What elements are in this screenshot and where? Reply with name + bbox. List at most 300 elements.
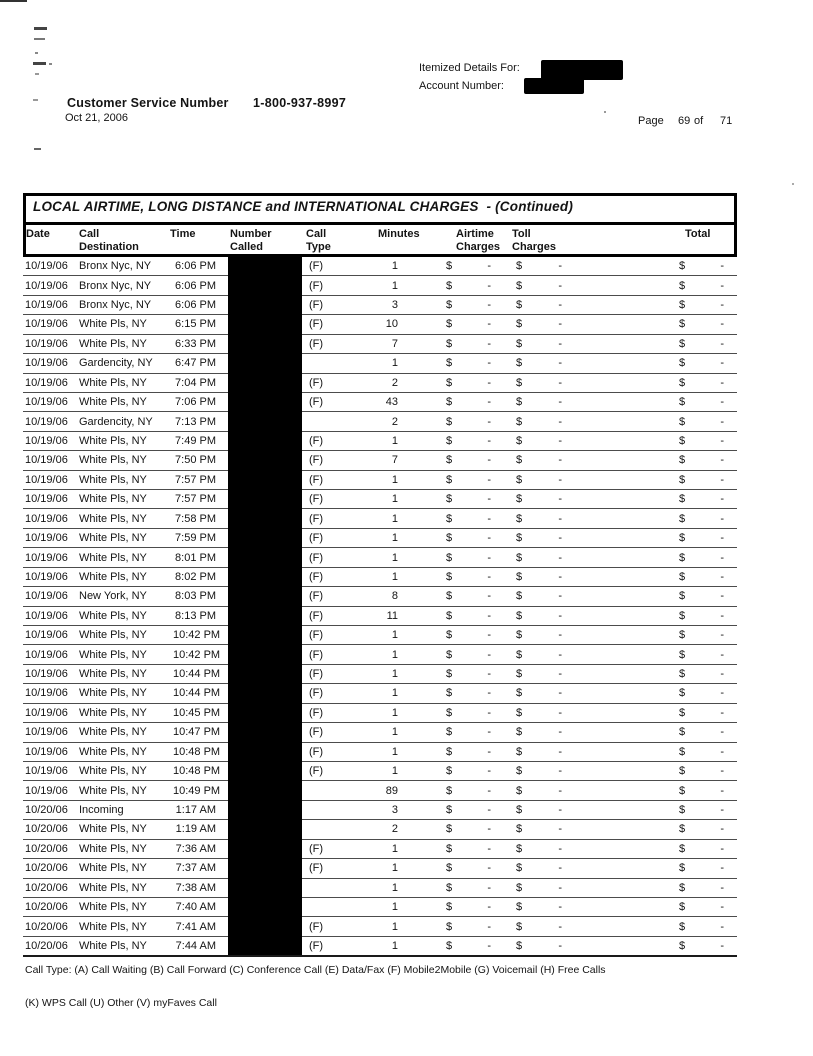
toll-charges-cell bbox=[512, 940, 565, 952]
currency-symbol: $ bbox=[446, 454, 453, 467]
amount-value: - bbox=[558, 454, 562, 467]
call-destination-cell: White Pls, NY bbox=[79, 784, 147, 797]
column-header: Time bbox=[170, 228, 196, 240]
call-date-cell: 10/19/06 bbox=[25, 376, 68, 389]
call-destination-cell: Incoming bbox=[79, 804, 124, 817]
title-separator-rule bbox=[25, 222, 735, 225]
call-row bbox=[23, 898, 737, 917]
currency-symbol: $ bbox=[516, 357, 523, 370]
minutes-cell: 2 bbox=[391, 823, 398, 836]
amount-value: - bbox=[720, 376, 724, 389]
call-destination-cell: White Pls, NY bbox=[79, 939, 147, 952]
call-row bbox=[23, 704, 737, 723]
amount-value: - bbox=[720, 726, 724, 739]
call-time-cell: 10:48 PM bbox=[173, 765, 221, 778]
call-date-cell: 10/19/06 bbox=[25, 415, 68, 428]
call-time-cell: 6:06 PM bbox=[175, 260, 216, 273]
amount-value: - bbox=[487, 668, 491, 681]
call-type-cell: (F) bbox=[309, 939, 324, 952]
amount-value: - bbox=[558, 357, 562, 370]
call-row bbox=[23, 374, 737, 393]
minutes-cell: 1 bbox=[391, 726, 398, 739]
call-time-cell: 6:47 PM bbox=[175, 357, 216, 370]
currency-symbol: $ bbox=[679, 299, 686, 312]
column-header: Toll Charges bbox=[512, 228, 557, 253]
amount-value: - bbox=[720, 396, 724, 409]
currency-symbol: $ bbox=[446, 939, 453, 952]
toll-charges-cell bbox=[512, 318, 565, 330]
call-destination-cell: White Pls, NY bbox=[79, 376, 147, 389]
currency-symbol: $ bbox=[446, 435, 453, 447]
airtime-charges-cell bbox=[442, 649, 494, 661]
currency-symbol: $ bbox=[516, 396, 523, 409]
call-date-cell: 10/19/06 bbox=[25, 745, 68, 758]
amount-value: - bbox=[558, 337, 562, 350]
amount-value: - bbox=[487, 415, 491, 428]
amount-value: - bbox=[720, 415, 724, 428]
account-number-label: Account Number: bbox=[419, 80, 504, 92]
minutes-cell: 1 bbox=[391, 745, 398, 758]
amount-value: - bbox=[487, 299, 491, 312]
amount-value: - bbox=[720, 609, 724, 622]
amount-value: - bbox=[558, 318, 562, 331]
scan-artifact bbox=[792, 183, 794, 185]
call-date-cell: 10/19/06 bbox=[25, 396, 68, 409]
call-row bbox=[23, 548, 737, 567]
column-header: Number Called bbox=[230, 228, 272, 253]
amount-value: - bbox=[558, 590, 562, 603]
call-time-cell: 8:02 PM bbox=[175, 570, 216, 583]
column-header: Minutes bbox=[378, 228, 420, 240]
currency-symbol: $ bbox=[679, 279, 686, 292]
currency-symbol: $ bbox=[446, 920, 453, 933]
amount-value: - bbox=[720, 570, 724, 583]
amount-value: - bbox=[487, 784, 491, 797]
amount-value: - bbox=[558, 804, 562, 817]
call-destination-cell: Gardencity, NY bbox=[79, 415, 153, 428]
total-cell bbox=[675, 843, 727, 855]
call-type-cell: (F) bbox=[309, 318, 324, 331]
call-destination-cell: Gardencity, NY bbox=[79, 357, 153, 370]
currency-symbol: $ bbox=[679, 629, 686, 642]
amount-value: - bbox=[720, 590, 724, 603]
amount-value: - bbox=[558, 901, 562, 914]
currency-symbol: $ bbox=[446, 551, 453, 564]
call-row bbox=[23, 743, 737, 762]
call-date-cell: 10/19/06 bbox=[25, 532, 68, 545]
currency-symbol: $ bbox=[679, 493, 686, 506]
call-time-cell: 7:57 PM bbox=[175, 493, 216, 506]
airtime-charges-cell bbox=[442, 629, 494, 641]
call-type-legend-line2: (K) WPS Call (U) Other (V) myFaves Call bbox=[25, 997, 217, 1009]
currency-symbol: $ bbox=[679, 337, 686, 350]
call-date-cell: 10/19/06 bbox=[25, 493, 68, 506]
amount-value: - bbox=[558, 415, 562, 428]
toll-charges-cell bbox=[512, 513, 565, 525]
call-destination-cell: Bronx Nyc, NY bbox=[79, 260, 152, 273]
scan-artifact bbox=[49, 63, 52, 65]
call-type-cell: (F) bbox=[309, 648, 324, 661]
total-cell bbox=[675, 435, 727, 447]
call-row bbox=[23, 859, 737, 878]
call-time-cell: 10:42 PM bbox=[173, 629, 221, 642]
customer-service-number: 1-800-937-8997 bbox=[253, 96, 347, 110]
call-time-cell: 6:33 PM bbox=[175, 337, 216, 350]
call-time-cell: 10:48 PM bbox=[173, 745, 221, 758]
call-time-cell: 7:40 AM bbox=[175, 901, 216, 914]
total-cell bbox=[675, 552, 727, 564]
toll-charges-cell bbox=[512, 590, 565, 602]
minutes-cell: 1 bbox=[391, 687, 398, 700]
call-destination-cell: White Pls, NY bbox=[79, 901, 147, 914]
amount-value: - bbox=[487, 823, 491, 836]
call-type-cell: (F) bbox=[309, 570, 324, 583]
currency-symbol: $ bbox=[679, 823, 686, 836]
call-row bbox=[23, 568, 737, 587]
call-date-cell: 10/20/06 bbox=[25, 842, 68, 855]
currency-symbol: $ bbox=[679, 551, 686, 564]
airtime-charges-cell bbox=[442, 260, 494, 272]
amount-value: - bbox=[487, 648, 491, 661]
currency-symbol: $ bbox=[679, 376, 686, 389]
minutes-cell: 1 bbox=[391, 862, 398, 875]
amount-value: - bbox=[720, 901, 724, 914]
call-date-cell: 10/20/06 bbox=[25, 881, 68, 894]
total-cell bbox=[675, 804, 727, 816]
call-table-body bbox=[23, 257, 737, 957]
call-date-cell: 10/19/06 bbox=[25, 435, 68, 447]
currency-symbol: $ bbox=[446, 532, 453, 545]
call-row bbox=[23, 840, 737, 859]
call-date-cell: 10/19/06 bbox=[25, 357, 68, 370]
itemized-details-label: Itemized Details For: bbox=[419, 62, 520, 74]
currency-symbol: $ bbox=[446, 862, 453, 875]
call-row bbox=[23, 626, 737, 645]
total-cell bbox=[675, 571, 727, 583]
scan-artifact bbox=[33, 99, 38, 101]
scan-artifact bbox=[33, 62, 46, 65]
toll-charges-cell bbox=[512, 882, 565, 894]
scan-artifact bbox=[34, 38, 45, 40]
currency-symbol: $ bbox=[679, 435, 686, 447]
currency-symbol: $ bbox=[679, 590, 686, 603]
airtime-charges-cell bbox=[442, 726, 494, 738]
currency-symbol: $ bbox=[679, 454, 686, 467]
total-cell bbox=[675, 823, 727, 835]
currency-symbol: $ bbox=[516, 862, 523, 875]
call-date-cell: 10/19/06 bbox=[25, 648, 68, 661]
call-date-cell: 10/20/06 bbox=[25, 823, 68, 836]
call-date-cell: 10/19/06 bbox=[25, 590, 68, 603]
currency-symbol: $ bbox=[516, 804, 523, 817]
currency-symbol: $ bbox=[516, 648, 523, 661]
call-row bbox=[23, 820, 737, 839]
call-time-cell: 10:45 PM bbox=[173, 706, 221, 719]
airtime-charges-cell bbox=[442, 493, 494, 505]
amount-value: - bbox=[720, 260, 724, 273]
call-row bbox=[23, 354, 737, 373]
currency-symbol: $ bbox=[446, 823, 453, 836]
toll-charges-cell bbox=[512, 687, 565, 699]
amount-value: - bbox=[487, 765, 491, 778]
call-time-cell: 7:04 PM bbox=[175, 376, 216, 389]
call-row bbox=[23, 879, 737, 898]
amount-value: - bbox=[558, 551, 562, 564]
call-type-cell: (F) bbox=[309, 590, 324, 603]
call-time-cell: 7:58 PM bbox=[175, 512, 216, 525]
call-destination-cell: White Pls, NY bbox=[79, 318, 147, 331]
call-type-cell: (F) bbox=[309, 726, 324, 739]
minutes-cell: 1 bbox=[391, 260, 398, 273]
amount-value: - bbox=[558, 765, 562, 778]
call-destination-cell: White Pls, NY bbox=[79, 337, 147, 350]
column-header: Call Type bbox=[306, 228, 331, 253]
call-destination-cell: White Pls, NY bbox=[79, 493, 147, 506]
horizontal-rule bbox=[0, 0, 27, 2]
airtime-charges-cell bbox=[442, 804, 494, 816]
amount-value: - bbox=[487, 532, 491, 545]
amount-value: - bbox=[487, 570, 491, 583]
currency-symbol: $ bbox=[516, 318, 523, 331]
call-time-cell: 7:38 AM bbox=[175, 881, 216, 894]
toll-charges-cell bbox=[512, 843, 565, 855]
airtime-charges-cell bbox=[442, 513, 494, 525]
call-type-cell: (F) bbox=[309, 435, 324, 447]
call-time-cell: 6:06 PM bbox=[175, 279, 216, 292]
currency-symbol: $ bbox=[516, 706, 523, 719]
total-cell bbox=[675, 260, 727, 272]
toll-charges-cell bbox=[512, 280, 565, 292]
toll-charges-cell bbox=[512, 707, 565, 719]
call-destination-cell: White Pls, NY bbox=[79, 920, 147, 933]
minutes-cell: 7 bbox=[391, 337, 398, 350]
minutes-cell: 8 bbox=[391, 590, 398, 603]
amount-value: - bbox=[720, 337, 724, 350]
minutes-cell: 1 bbox=[391, 901, 398, 914]
currency-symbol: $ bbox=[446, 648, 453, 661]
call-destination-cell: White Pls, NY bbox=[79, 706, 147, 719]
scan-artifact bbox=[604, 111, 606, 113]
call-time-cell: 8:03 PM bbox=[175, 590, 216, 603]
toll-charges-cell bbox=[512, 299, 565, 311]
amount-value: - bbox=[487, 357, 491, 370]
amount-value: - bbox=[720, 784, 724, 797]
currency-symbol: $ bbox=[679, 396, 686, 409]
call-date-cell: 10/19/06 bbox=[25, 726, 68, 739]
call-time-cell: 10:44 PM bbox=[173, 668, 221, 681]
call-destination-cell: White Pls, NY bbox=[79, 881, 147, 894]
airtime-charges-cell bbox=[442, 454, 494, 466]
currency-symbol: $ bbox=[516, 512, 523, 525]
amount-value: - bbox=[487, 609, 491, 622]
amount-value: - bbox=[720, 804, 724, 817]
call-date-cell: 10/19/06 bbox=[25, 279, 68, 292]
call-row bbox=[23, 665, 737, 684]
minutes-cell: 1 bbox=[391, 668, 398, 681]
currency-symbol: $ bbox=[679, 357, 686, 370]
minutes-cell: 43 bbox=[385, 396, 398, 409]
call-type-cell: (F) bbox=[309, 299, 324, 312]
airtime-charges-cell bbox=[442, 396, 494, 408]
toll-charges-cell bbox=[512, 474, 565, 486]
airtime-charges-cell bbox=[442, 532, 494, 544]
currency-symbol: $ bbox=[516, 823, 523, 836]
call-row bbox=[23, 781, 737, 800]
toll-charges-cell bbox=[512, 785, 565, 797]
toll-charges-cell bbox=[512, 649, 565, 661]
amount-value: - bbox=[720, 493, 724, 506]
currency-symbol: $ bbox=[516, 454, 523, 467]
currency-symbol: $ bbox=[446, 901, 453, 914]
total-cell bbox=[675, 416, 727, 428]
amount-value: - bbox=[487, 473, 491, 486]
amount-value: - bbox=[487, 745, 491, 758]
currency-symbol: $ bbox=[446, 765, 453, 778]
currency-symbol: $ bbox=[679, 687, 686, 700]
toll-charges-cell bbox=[512, 338, 565, 350]
call-row bbox=[23, 937, 737, 955]
minutes-cell: 1 bbox=[391, 435, 398, 447]
minutes-cell: 1 bbox=[391, 357, 398, 370]
currency-symbol: $ bbox=[679, 842, 686, 855]
airtime-charges-cell bbox=[442, 590, 494, 602]
currency-symbol: $ bbox=[516, 668, 523, 681]
toll-charges-cell bbox=[512, 862, 565, 874]
call-date-cell: 10/20/06 bbox=[25, 862, 68, 875]
column-header: Total bbox=[685, 228, 711, 240]
call-date-cell: 10/19/06 bbox=[25, 570, 68, 583]
amount-value: - bbox=[558, 939, 562, 952]
currency-symbol: $ bbox=[446, 570, 453, 583]
call-type-cell: (F) bbox=[309, 920, 324, 933]
amount-value: - bbox=[720, 454, 724, 467]
call-type-cell: (F) bbox=[309, 629, 324, 642]
airtime-charges-cell bbox=[442, 552, 494, 564]
airtime-charges-cell bbox=[442, 338, 494, 350]
call-destination-cell: White Pls, NY bbox=[79, 435, 147, 447]
total-cell bbox=[675, 532, 727, 544]
currency-symbol: $ bbox=[446, 512, 453, 525]
currency-symbol: $ bbox=[679, 532, 686, 545]
currency-symbol: $ bbox=[446, 706, 453, 719]
call-date-cell: 10/19/06 bbox=[25, 318, 68, 331]
call-destination-cell: White Pls, NY bbox=[79, 765, 147, 778]
charges-table-header bbox=[23, 193, 737, 257]
call-type-cell: (F) bbox=[309, 765, 324, 778]
amount-value: - bbox=[487, 454, 491, 467]
toll-charges-cell bbox=[512, 726, 565, 738]
amount-value: - bbox=[720, 435, 724, 447]
minutes-cell: 1 bbox=[391, 551, 398, 564]
redacted-number-called-column bbox=[228, 257, 302, 955]
minutes-cell: 1 bbox=[391, 881, 398, 894]
call-date-cell: 10/20/06 bbox=[25, 920, 68, 933]
minutes-cell: 1 bbox=[391, 648, 398, 661]
charges-table bbox=[23, 193, 737, 957]
total-cell bbox=[675, 765, 727, 777]
amount-value: - bbox=[720, 318, 724, 331]
airtime-charges-cell bbox=[442, 474, 494, 486]
toll-charges-cell bbox=[512, 901, 565, 913]
currency-symbol: $ bbox=[516, 435, 523, 447]
page-of-label: of bbox=[694, 115, 704, 127]
airtime-charges-cell bbox=[442, 843, 494, 855]
total-cell bbox=[675, 882, 727, 894]
currency-symbol: $ bbox=[446, 318, 453, 331]
call-type-cell: (F) bbox=[309, 862, 324, 875]
call-row bbox=[23, 762, 737, 781]
currency-symbol: $ bbox=[446, 279, 453, 292]
amount-value: - bbox=[487, 939, 491, 952]
statement-date: Oct 21, 2006 bbox=[65, 112, 128, 124]
currency-symbol: $ bbox=[679, 473, 686, 486]
currency-symbol: $ bbox=[679, 881, 686, 894]
call-time-cell: 7:44 AM bbox=[175, 939, 216, 952]
call-row bbox=[23, 801, 737, 820]
toll-charges-cell bbox=[512, 610, 565, 622]
call-type-cell: (F) bbox=[309, 396, 324, 409]
call-type-legend-line1: Call Type: (A) Call Waiting (B) Call Forward (C) Conference Call (E) Data/Fax (F) Mobile2Mobile (G) Voicemail (H) Free Calls bbox=[25, 964, 606, 976]
currency-symbol: $ bbox=[446, 629, 453, 642]
toll-charges-cell bbox=[512, 765, 565, 777]
call-row bbox=[23, 587, 737, 606]
call-row bbox=[23, 723, 737, 742]
call-destination-cell: White Pls, NY bbox=[79, 726, 147, 739]
call-destination-cell: White Pls, NY bbox=[79, 842, 147, 855]
call-date-cell: 10/19/06 bbox=[25, 337, 68, 350]
total-cell bbox=[675, 785, 727, 797]
currency-symbol: $ bbox=[516, 629, 523, 642]
currency-symbol: $ bbox=[446, 376, 453, 389]
call-type-cell: (F) bbox=[309, 609, 324, 622]
total-cell bbox=[675, 940, 727, 952]
total-cell bbox=[675, 901, 727, 913]
amount-value: - bbox=[558, 726, 562, 739]
currency-symbol: $ bbox=[679, 784, 686, 797]
currency-symbol: $ bbox=[679, 706, 686, 719]
total-cell bbox=[675, 396, 727, 408]
call-time-cell: 7:59 PM bbox=[175, 532, 216, 545]
call-date-cell: 10/19/06 bbox=[25, 454, 68, 467]
total-cell bbox=[675, 862, 727, 874]
amount-value: - bbox=[720, 473, 724, 486]
scan-artifact bbox=[34, 148, 41, 150]
amount-value: - bbox=[487, 590, 491, 603]
amount-value: - bbox=[720, 823, 724, 836]
currency-symbol: $ bbox=[446, 260, 453, 273]
toll-charges-cell bbox=[512, 629, 565, 641]
amount-value: - bbox=[720, 842, 724, 855]
currency-symbol: $ bbox=[446, 804, 453, 817]
currency-symbol: $ bbox=[516, 745, 523, 758]
total-cell bbox=[675, 493, 727, 505]
call-row bbox=[23, 471, 737, 490]
currency-symbol: $ bbox=[679, 260, 686, 273]
currency-symbol: $ bbox=[516, 920, 523, 933]
call-destination-cell: White Pls, NY bbox=[79, 823, 147, 836]
amount-value: - bbox=[720, 532, 724, 545]
call-type-cell: (F) bbox=[309, 454, 324, 467]
amount-value: - bbox=[720, 881, 724, 894]
call-time-cell: 6:15 PM bbox=[175, 318, 216, 331]
amount-value: - bbox=[487, 842, 491, 855]
amount-value: - bbox=[487, 493, 491, 506]
airtime-charges-cell bbox=[442, 921, 494, 933]
currency-symbol: $ bbox=[679, 920, 686, 933]
call-date-cell: 10/19/06 bbox=[25, 299, 68, 312]
call-type-cell: (F) bbox=[309, 493, 324, 506]
airtime-charges-cell bbox=[442, 280, 494, 292]
